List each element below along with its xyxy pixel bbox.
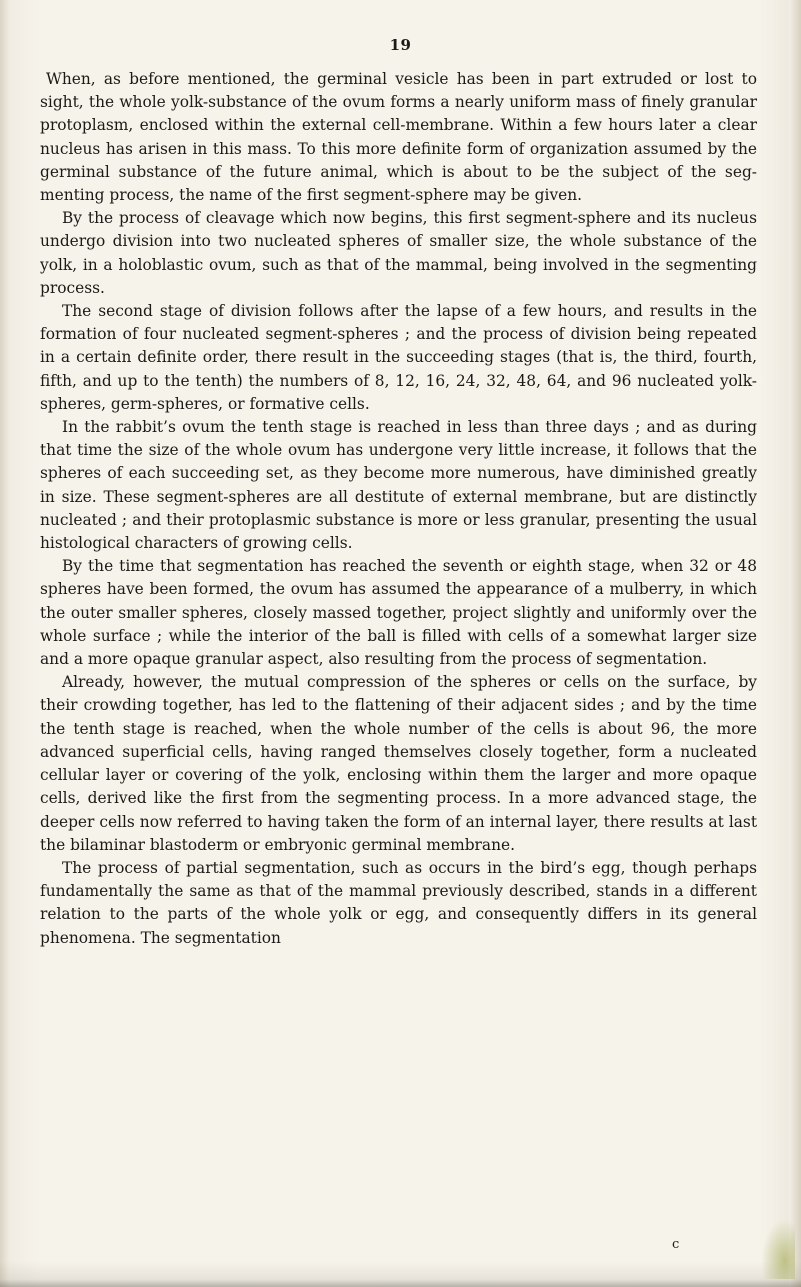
text-body — [40, 68, 757, 950]
signature-mark: c — [672, 1237, 680, 1252]
page-right-edge — [789, 0, 801, 1287]
paragraph: Already, however, the mutual compression of the spheres or cells on the surface, by their crowding together, has led to the flattening of their adjacent sides ; and by the time the tenth stage is reached, when the whole number of the cells is about 96, the more advanced superficial cells, having ranged themselves closely together, form a nucleated cellular layer or covering of the yolk, enclosing within them the larger and more opaque cells, derived like the first from the segmenting process. In a more advanced stage, the deeper cells now referred to having taken the form of an internal layer, there results at last the bilaminar blastoderm or embryonic germinal membrane. — [40, 673, 757, 854]
paragraph: In the rabbit’s ovum the tenth stage is reached in less than three days ; and as during that time the size of the whole ovum has undergone very little increase, it follows that the spheres of each succeeding set, as they become more numerous, have diminished greatly in size. These segment-spheres are all destitute of external membrane, but are distinctly nucleated ; and their protoplasmic substance is more or less granular, presenting the usual histological characters of growing cells. — [40, 418, 757, 553]
page-left-edge — [0, 0, 9, 1287]
paragraph: When, as before mentioned, the germinal vesicle has been in part extruded or lost to sight, the whole yolk-substance of the ovum forms a nearly uniform mass of finely granular protoplasm, enclosed within the external cell-membrane. Within a few hours later a clear nucleus has arisen in this mass. To this more definite form of organization assumed by the germinal substance of the future animal, which is about to be the subject of the segmenting process, the name of the first segment-sphere may be given. — [40, 70, 757, 205]
paragraph: The process of partial segmentation, such as occurs in the bird’s egg, though perhaps fundamentally the same as that of the mammal previously described, stands in a different relation to the parts of the whole yolk or egg, and consequently differs in its general phenomena. The segmentation — [40, 858, 757, 947]
corner-stain — [761, 1219, 795, 1279]
paragraph: By the process of cleavage which now begins, this first segment-sphere and its nucleus undergo division into two nucleated spheres of smaller size, the whole substance of the yolk, in a holoblastic ovum, such as that of the mammal, being involved in the segmenting process. — [40, 209, 757, 297]
paragraph: The second stage of division follows after the lapse of a few hours, and results in the formation of four nucleated segment-spheres ; and the process of division being repeated in a certain definite order, there result in the succeeding stages (that is, the third, fourth, fifth, and up to the tenth) the numbers of 8, 12, 16, 24, 32, 48, 64, and 96 nucleated yolk-spheres, germ-spheres, or formative cells. — [40, 302, 757, 413]
paragraph: By the time that segmentation has reached the seventh or eighth stage, when 32 or 48 spheres have been formed, the ovum has assumed the appearance of a mulberry, in which the outer smaller spheres, closely massed together, project slightly and uniformly over the whole surface ; while the interior of the ball is filled with cells of a somewhat larger size and a more opaque granular aspect, also resulting from the process of segmentation. — [40, 557, 757, 669]
page-bottom-shadow — [0, 1261, 801, 1287]
page-number: 19 — [389, 36, 412, 54]
